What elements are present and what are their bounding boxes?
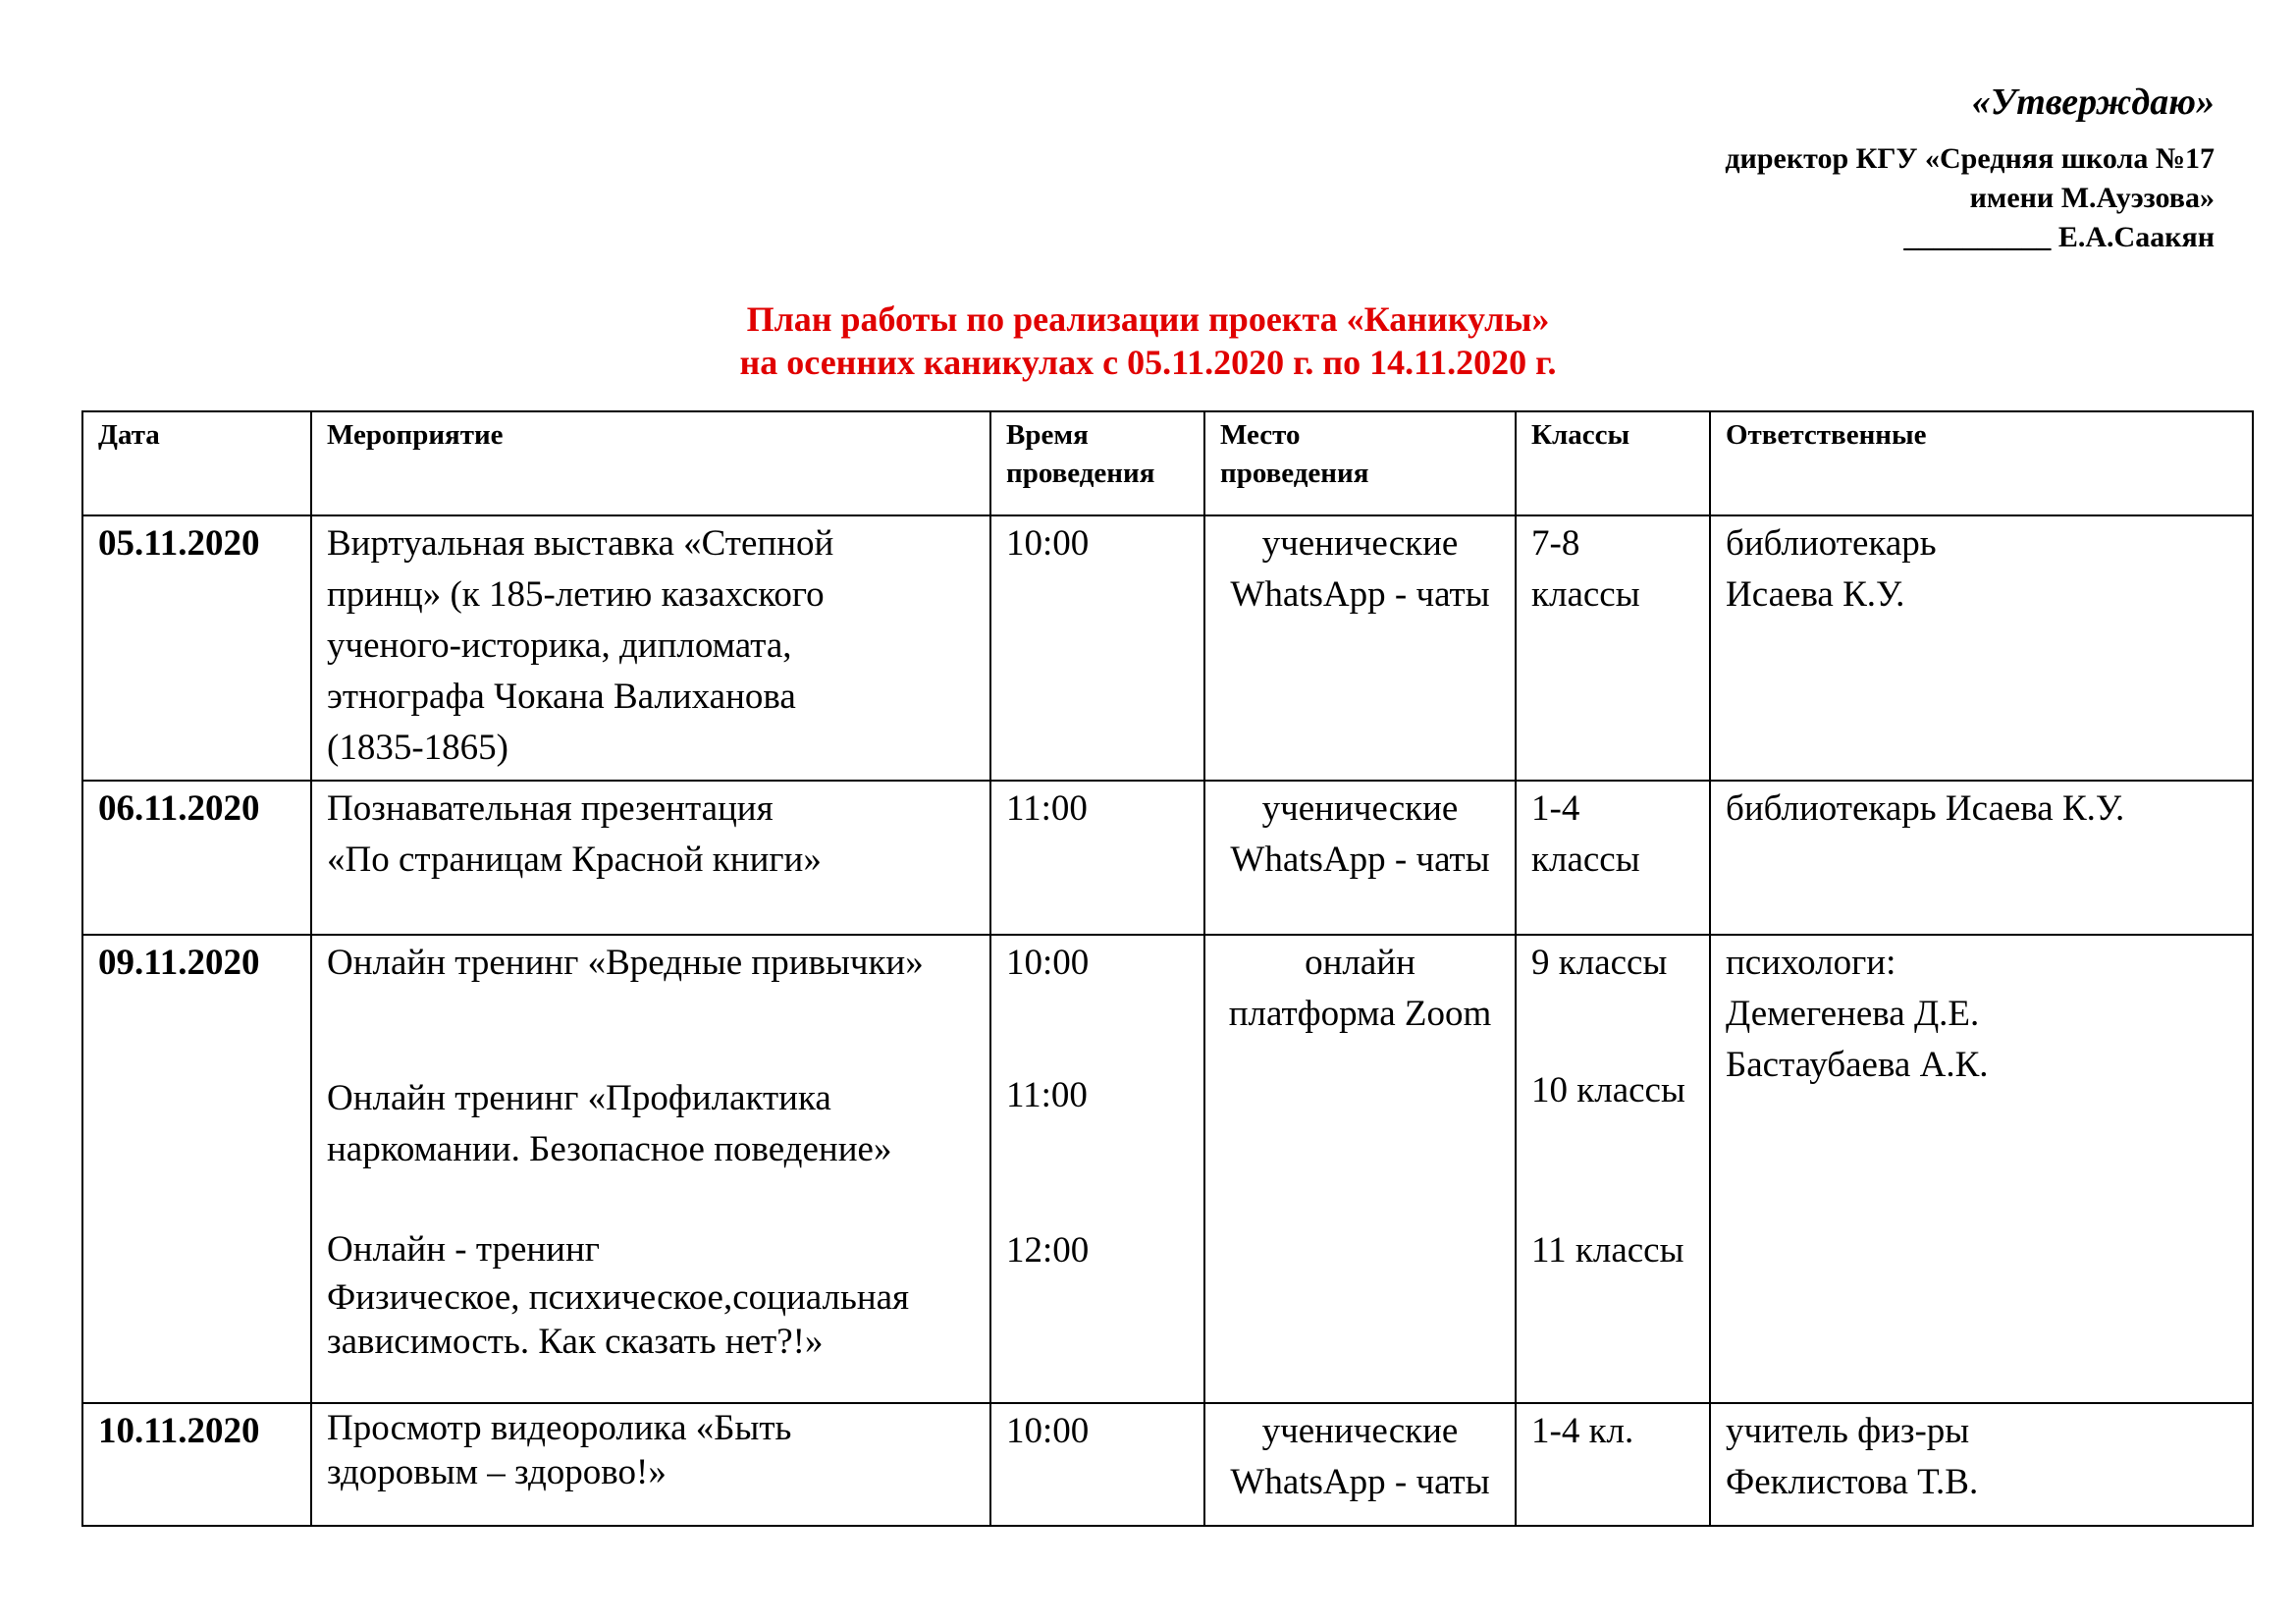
event-line: (1835-1865) (327, 728, 508, 768)
event-line: принц» (к 185-летию казахского (327, 574, 825, 615)
responsible-line: Феклистова Т.В. (1726, 1462, 1979, 1502)
time-line: 11:00 (1006, 1075, 1088, 1115)
approval-director-line: директор КГУ «Средняя школа №17 (1725, 142, 2215, 175)
event-line: наркомании. Безопасное поведение» (327, 1129, 892, 1169)
table-header-row (82, 411, 2253, 515)
approval-block (1725, 139, 2215, 257)
responsible-line: библиотекарь Исаева К.У. (1726, 788, 2125, 829)
event-line: Просмотр видеоролика «Быть (327, 1408, 792, 1448)
table-row (82, 781, 2253, 935)
row-date: 10.11.2020 (82, 1403, 311, 1526)
table-row (82, 1403, 2253, 1526)
row-responsible (1710, 515, 2253, 781)
place-line: платформа Zoom (1228, 994, 1492, 1034)
row-time: 10:00 (990, 1403, 1204, 1526)
classes-line: 1-4 кл. (1531, 1411, 1634, 1451)
row-place (1204, 515, 1516, 781)
classes-line: 1-4 (1531, 788, 1580, 829)
row-event (311, 1403, 990, 1526)
header-responsible: Ответственные (1710, 411, 2253, 515)
place-line: WhatsApp - чаты (1230, 574, 1490, 615)
header-date: Дата (82, 411, 311, 515)
place-line: ученические (1261, 523, 1459, 564)
header-place (1204, 411, 1516, 515)
row-time: 10:00 (990, 515, 1204, 781)
row-classes (1516, 515, 1710, 781)
header-event: Мероприятие (311, 411, 990, 515)
header-time-line-2: проведения (1006, 458, 1155, 489)
header-time-line-1: Время (1006, 419, 1089, 451)
event-line: этнографа Чокана Валиханова (327, 677, 796, 717)
place-line: WhatsApp - чаты (1230, 839, 1490, 880)
row-date: 05.11.2020 (82, 515, 311, 781)
time-line: 10:00 (1006, 943, 1090, 983)
event-line: ученого-историка, дипломата, (327, 625, 792, 666)
classes-line: 10 классы (1531, 1070, 1685, 1110)
classes-line: 11 классы (1531, 1230, 1684, 1271)
place-line: ученические (1261, 788, 1459, 829)
row-event (311, 515, 990, 781)
classes-line: классы (1531, 574, 1640, 615)
table-row (82, 935, 2253, 1403)
event-line: Онлайн тренинг «Профилактика (327, 1078, 831, 1118)
row-date: 09.11.2020 (82, 935, 311, 1403)
responsible-line: Бастаубаева А.К. (1726, 1045, 1989, 1085)
header-classes: Классы (1516, 411, 1710, 515)
row-event (311, 935, 990, 1403)
event-line: Познавательная презентация (327, 788, 774, 829)
row-event (311, 781, 990, 935)
row-classes (1516, 935, 1710, 1403)
event-line: здоровым – здорово!» (327, 1452, 667, 1492)
event-line: зависимость. Как сказать нет?!» (327, 1322, 824, 1362)
place-line: онлайн (1305, 943, 1415, 983)
row-responsible (1710, 935, 2253, 1403)
place-line: WhatsApp - чаты (1230, 1462, 1490, 1502)
responsible-line: библиотекарь (1726, 523, 1937, 564)
classes-line: 9 классы (1531, 943, 1668, 983)
event-line: Физическое, психическое,социальная (327, 1277, 910, 1318)
responsible-line: Исаева К.У. (1726, 574, 1905, 615)
approval-heading: «Утверждаю» (1971, 81, 2215, 123)
responsible-line: психологи: (1726, 943, 1896, 983)
header-time (990, 411, 1204, 515)
plan-title-line-1: План работы по реализации проекта «Каникулы» (746, 299, 1550, 339)
event-line: Онлайн тренинг «Вредные привычки» (327, 943, 924, 983)
row-responsible (1710, 781, 2253, 935)
header-place-line-1: Место (1220, 419, 1301, 451)
classes-line: классы (1531, 839, 1640, 880)
event-line: Виртуальная выставка «Степной (327, 523, 834, 564)
plan-table (81, 410, 2254, 1527)
responsible-line: Демегенева Д.Е. (1726, 994, 1980, 1034)
row-responsible (1710, 1403, 2253, 1526)
time-line: 12:00 (1006, 1230, 1090, 1271)
row-classes (1516, 781, 1710, 935)
approval-signature-line: __________ Е.А.Саакян (1903, 221, 2215, 253)
row-date: 06.11.2020 (82, 781, 311, 935)
event-line: Онлайн - тренинг (327, 1229, 600, 1270)
row-time: 11:00 (990, 781, 1204, 935)
classes-line: 7-8 (1531, 523, 1580, 564)
plan-title-line-2: на осенних каникулах с 05.11.2020 г. по 14.11.2020 г. (739, 343, 1557, 382)
responsible-line: учитель физ-ры (1726, 1411, 1970, 1451)
approval-school-name-line: имени М.Ауэзова» (1969, 182, 2215, 214)
row-place (1204, 781, 1516, 935)
row-classes (1516, 1403, 1710, 1526)
row-time (990, 935, 1204, 1403)
event-line: «По страницам Красной книги» (327, 839, 822, 880)
place-line: ученические (1261, 1411, 1459, 1451)
row-place (1204, 935, 1516, 1403)
row-place (1204, 1403, 1516, 1526)
table-row (82, 515, 2253, 781)
header-place-line-2: проведения (1220, 458, 1369, 489)
